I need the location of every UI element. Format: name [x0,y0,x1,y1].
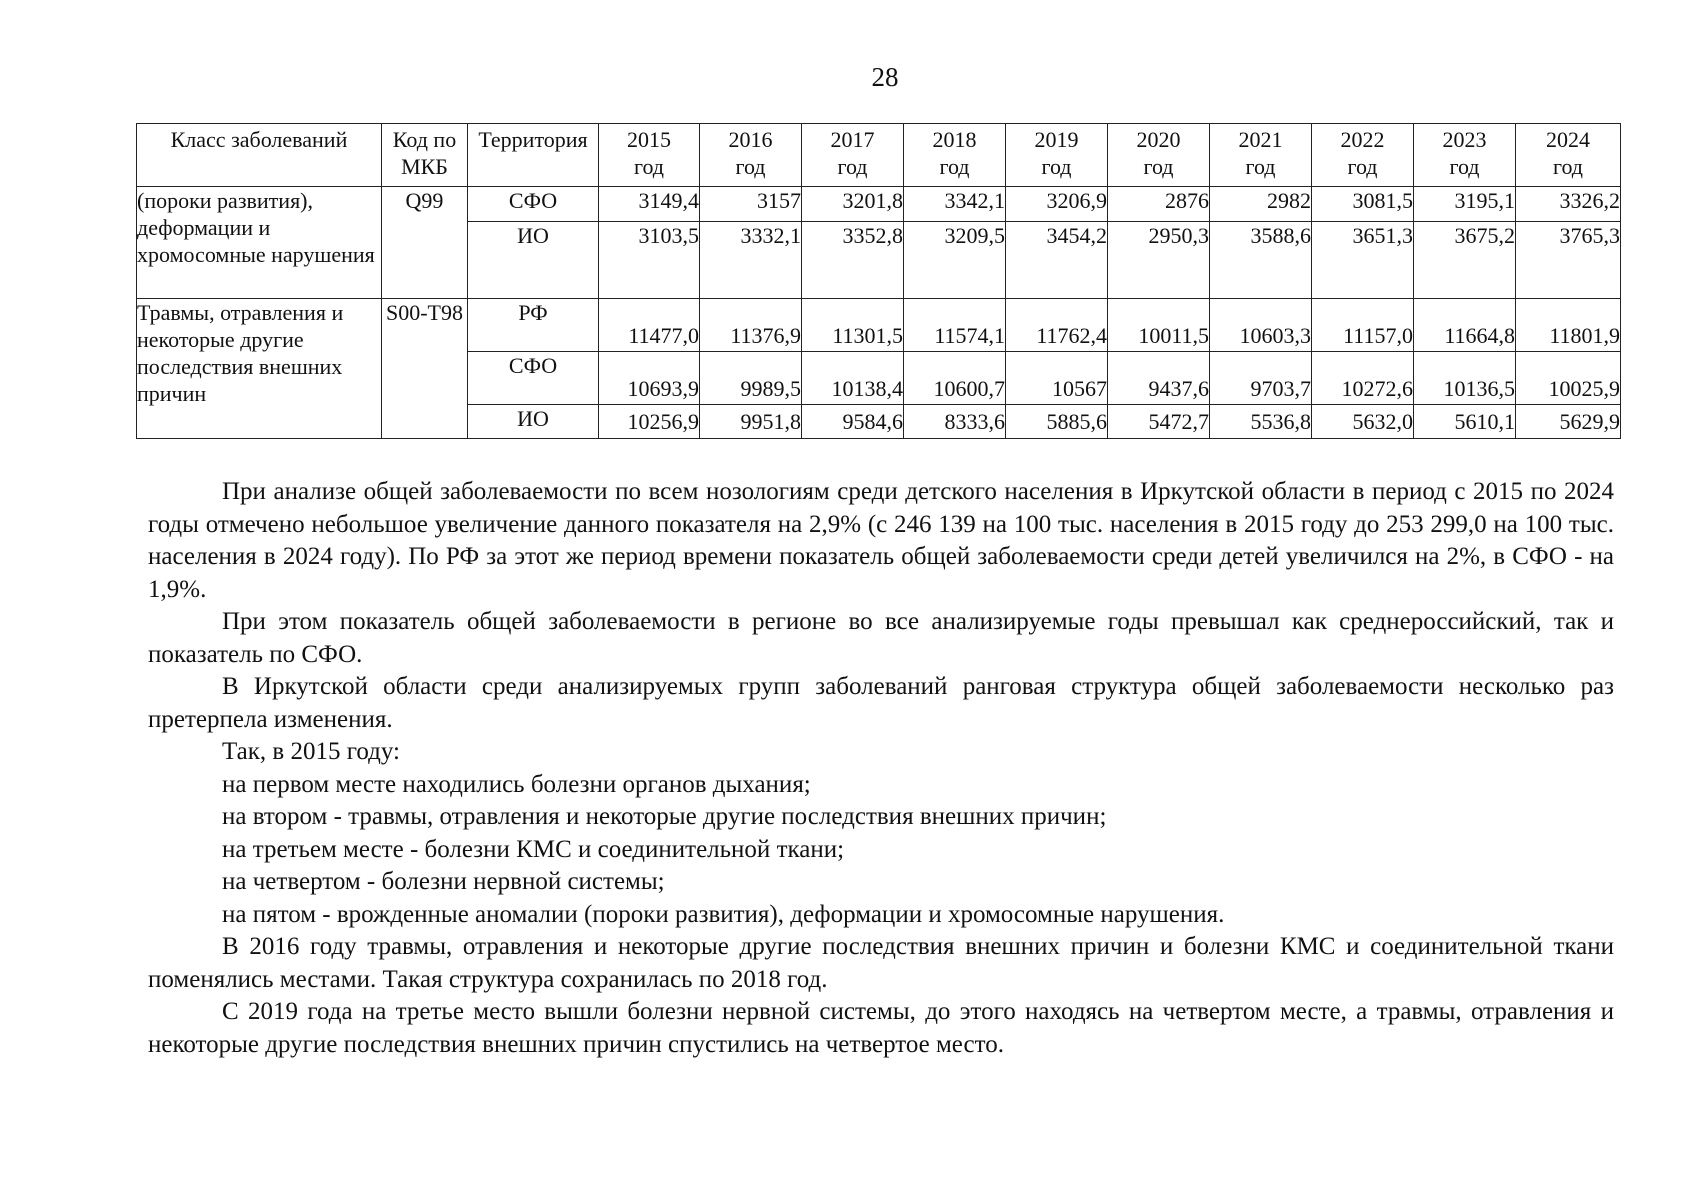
header-year-unit: год [633,154,665,179]
header-year [1108,124,1210,187]
value-cell: 3206,9 [1006,187,1108,222]
ranking-line: на втором - травмы, отравления и некоторые другие последствия внешних причин; [222,803,1107,830]
header-year [904,124,1006,187]
paragraph: При этом показатель общей заболеваемости в регионе во все анализируемые годы превышал как среднероссийский, так и показатель по СФО. [148,608,1614,668]
page-number: 28 [871,62,899,92]
header-year-value: 2017 [830,127,875,152]
value-cell: 10136,5 [1414,352,1516,405]
value-cell: 11157,0 [1312,299,1414,352]
header-year-value: 2022 [1340,127,1385,152]
header-year-unit: год [735,154,766,179]
header-year-unit: год [939,154,970,179]
header-disease-class: Класс заболеваний [137,124,382,187]
value-cell: 9437,6 [1108,352,1210,405]
value-cell: 9989,5 [700,352,802,405]
morbidity-table [136,123,1621,439]
body-text [148,476,1614,1061]
ranking-line: на четвертом - болезни нервной системы; [222,868,665,895]
header-year-unit: год [1347,154,1378,179]
value-cell: 5885,6 [1006,405,1108,439]
value-cell: 3352,8 [802,222,904,299]
disease-class-cell: (пороки развития), деформации и хромосомные нарушения [137,187,382,299]
value-cell: 10603,3 [1210,299,1312,352]
territory-cell: ИО [468,405,599,439]
value-cell: 5632,0 [1312,405,1414,439]
table-row [137,299,1621,352]
header-year-unit: год [1143,154,1174,179]
value-cell: 5472,7 [1108,405,1210,439]
header-year-value: 2015 [627,127,671,152]
value-cell: 3332,1 [700,222,802,299]
header-year-value: 2023 [1442,127,1487,152]
header-year [1516,124,1621,187]
header-icd-code: Код по МКБ [382,124,468,187]
value-cell: 10600,7 [904,352,1006,405]
icd-code-cell: Q99 [382,187,468,299]
paragraph: С 2019 года на третье место вышли болезни нервной системы, до этого находясь на четвертом месте, а травмы, отравления и некоторые другие последствия внешних причин спустились на четвертое место. [148,998,1614,1058]
header-year [1414,124,1516,187]
disease-class-cell: Травмы, отравления и некоторые другие последствия внешних причин [137,299,382,439]
territory-cell: СФО [468,187,599,222]
value-cell: 3651,3 [1312,222,1414,299]
paragraph: При анализе общей заболеваемости по всем нозологиям среди детского населения в Иркутской области в период с 2015 по 2024 годы отмечено небольшое увеличение данного показателя на 2,9% (с 246 139 на 100 тыс. населения в 2015 году до 253 299,0 на 100 тыс. населения в 2024 году). По РФ за этот же период времени показатель общей заболеваемости среди детей увеличился на 2%, в СФО - на 1,9%. [148,478,1614,603]
value-cell: 11477,0 [599,299,700,352]
value-cell: 3588,6 [1210,222,1312,299]
territory-cell: РФ [468,299,599,352]
header-year-unit: год [1041,154,1072,179]
value-cell: 5536,8 [1210,405,1312,439]
header-year-unit: год [1449,154,1480,179]
value-cell: 5610,1 [1414,405,1516,439]
territory-cell: СФО [468,352,599,405]
territory-cell: ИО [468,222,599,299]
paragraph: В Иркутской области среди анализируемых групп заболеваний ранговая структура общей заболеваемости несколько раз претерпела изменения. [148,673,1614,733]
header-year-unit: год [1552,154,1584,179]
value-cell: 9703,7 [1210,352,1312,405]
value-cell: 5629,9 [1516,405,1621,439]
header-year-unit: год [1245,154,1276,179]
value-cell: 2950,3 [1108,222,1210,299]
header-year-value: 2020 [1136,127,1181,152]
header-year [599,124,700,187]
header-territory: Территория [468,124,599,187]
value-cell: 3157 [700,187,802,222]
value-cell: 11301,5 [802,299,904,352]
value-cell: 3195,1 [1414,187,1516,222]
ranking-line: на пятом - врожденные аномалии (пороки развития), деформации и хромосомные нарушения. [222,900,1225,928]
value-cell: 11574,1 [904,299,1006,352]
value-cell: 10567 [1006,352,1108,405]
value-cell: 10011,5 [1108,299,1210,352]
value-cell: 10138,4 [802,352,904,405]
header-year [1210,124,1312,187]
ranking-line: на первом месте находились болезни органов дыхания; [222,770,811,798]
value-cell: 11801,9 [1516,299,1621,352]
value-cell: 8333,6 [904,405,1006,439]
header-year-unit: год [837,154,868,179]
header-year [802,124,904,187]
value-cell: 10256,9 [599,405,700,439]
header-year [1006,124,1108,187]
value-cell: 3149,4 [599,187,700,222]
header-year-value: 2024 [1546,127,1590,152]
icd-code-cell: S00-T98 [382,299,468,439]
value-cell: 11664,8 [1414,299,1516,352]
value-cell: 3201,8 [802,187,904,222]
table-row [137,187,1621,222]
value-cell: 11762,4 [1006,299,1108,352]
value-cell: 9584,6 [802,405,904,439]
table-header-row [137,124,1621,187]
ranking-intro: Так, в 2015 году: [222,738,400,765]
value-cell: 3209,5 [904,222,1006,299]
value-cell: 9951,8 [700,405,802,439]
value-cell: 10025,9 [1516,352,1621,405]
paragraph: В 2016 году травмы, отравления и некоторые другие последствия внешних причин и болезни КМС и соединительной ткани поменялись местами. Такая структура сохранилась по 2018 год. [148,933,1614,993]
value-cell: 3342,1 [904,187,1006,222]
value-cell: 11376,9 [700,299,802,352]
header-year-value: 2019 [1034,127,1079,152]
header-year-value: 2018 [932,127,977,152]
value-cell: 3103,5 [599,222,700,299]
value-cell: 2982 [1210,187,1312,222]
header-year [1312,124,1414,187]
header-year [700,124,802,187]
value-cell: 3081,5 [1312,187,1414,222]
header-year-value: 2016 [728,127,773,152]
value-cell: 3326,2 [1516,187,1621,222]
value-cell: 10693,9 [599,352,700,405]
value-cell: 3454,2 [1006,222,1108,299]
header-year-value: 2021 [1238,127,1283,152]
value-cell: 10272,6 [1312,352,1414,405]
value-cell: 2876 [1108,187,1210,222]
value-cell: 3765,3 [1516,222,1621,299]
ranking-line: на третьем месте - болезни КМС и соединительной ткани; [222,835,845,863]
value-cell: 3675,2 [1414,222,1516,299]
